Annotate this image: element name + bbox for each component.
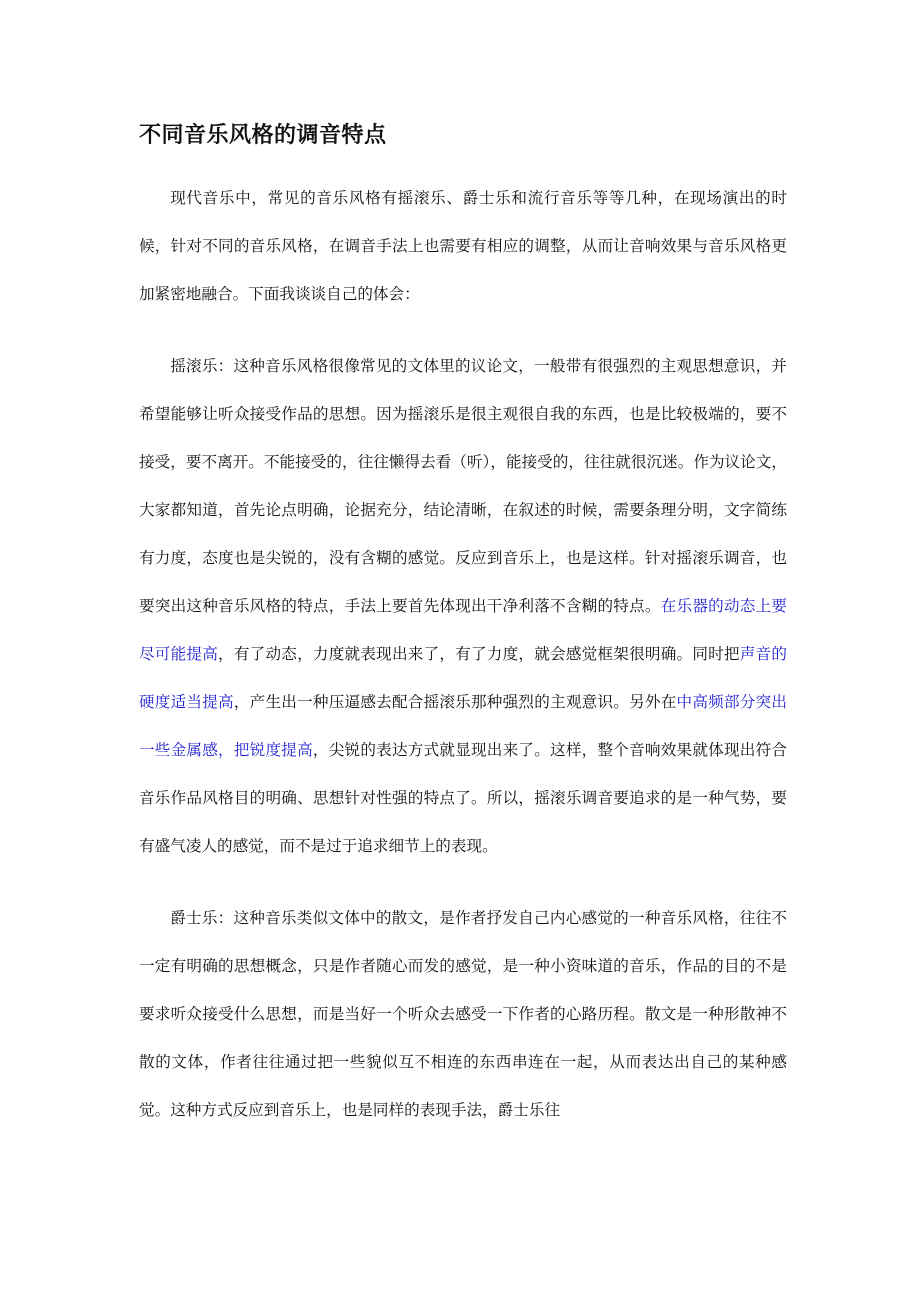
- rock-text-4: ，尖锐的表达方式就显现出来了。这样，整个音响效果就体现出符合音乐作品风格目的明确、思想针对性强的特点了。所以，摇滚乐调音要追求的是一种气势，要有盛气凌人的感觉，而不是过于追求细节上的表现。: [139, 741, 787, 855]
- rock-highlight-dynamics: 在乐器的动态上要尽可能提高: [139, 597, 787, 663]
- rock-highlight-metallic: 中高频部分突出一些金属感，把锐度提高: [139, 693, 787, 759]
- rock-text-2: ，有了动态，力度就表现出来了，有了力度，就会感觉框架很明确。同时把: [218, 645, 740, 663]
- rock-text-1: 摇滚乐：这种音乐风格很像常见的文体里的议论文，一般带有很强烈的主观思想意识，并希望能够让听众接受作品的思想。因为摇滚乐是很主观很自我的东西，也是比较极端的，要不接受，要不离开。不能接受的，往往懒得去看（听），能接受的，往往就很沉迷。作为议论文，大家都知道，首先论点明确，论据充分，结论清晰，在叙述的时候，需要条理分明，文字简练有力度，态度也是尖锐的，没有含糊的感觉。反应到音乐上，也是这样。针对摇滚乐调音，也要突出这种音乐风格的特点，手法上要首先体现出干净利落不含糊的特点。: [139, 357, 787, 615]
- rock-text-3: ，产生出一种压逼感去配合摇滚乐那种强烈的主观意识。另外在: [233, 693, 677, 711]
- jazz-paragraph: 爵士乐：这种音乐类似文体中的散文，是作者抒发自己内心感觉的一种音乐风格，往往不一定有明确的思想概念，只是作者随心而发的感觉，是一种小资味道的音乐，作品的目的不是要求听众接受什么思想，而是当好一个听众去感受一下作者的心路历程。散文是一种形散神不散的文体，作者往往通过把一些貌似互不相连的东西串连在一起，从而表达出自己的某种感觉。这种方式反应到音乐上，也是同样的表现手法，爵士乐往: [139, 909, 787, 1119]
- rock-highlight-hardness: 声音的硬度适当提高: [139, 645, 787, 711]
- rock-paragraph: [139, 342, 787, 870]
- document-page: [139, 110, 787, 1134]
- document-title: 不同音乐风格的调音特点: [139, 123, 387, 148]
- intro-paragraph: 现代音乐中，常见的音乐风格有摇滚乐、爵士乐和流行音乐等等几种，在现场演出的时候，针对不同的音乐风格，在调音手法上也需要有相应的调整，从而让音响效果与音乐风格更加紧密地融合。下面我谈谈自己的体会：: [139, 189, 787, 303]
